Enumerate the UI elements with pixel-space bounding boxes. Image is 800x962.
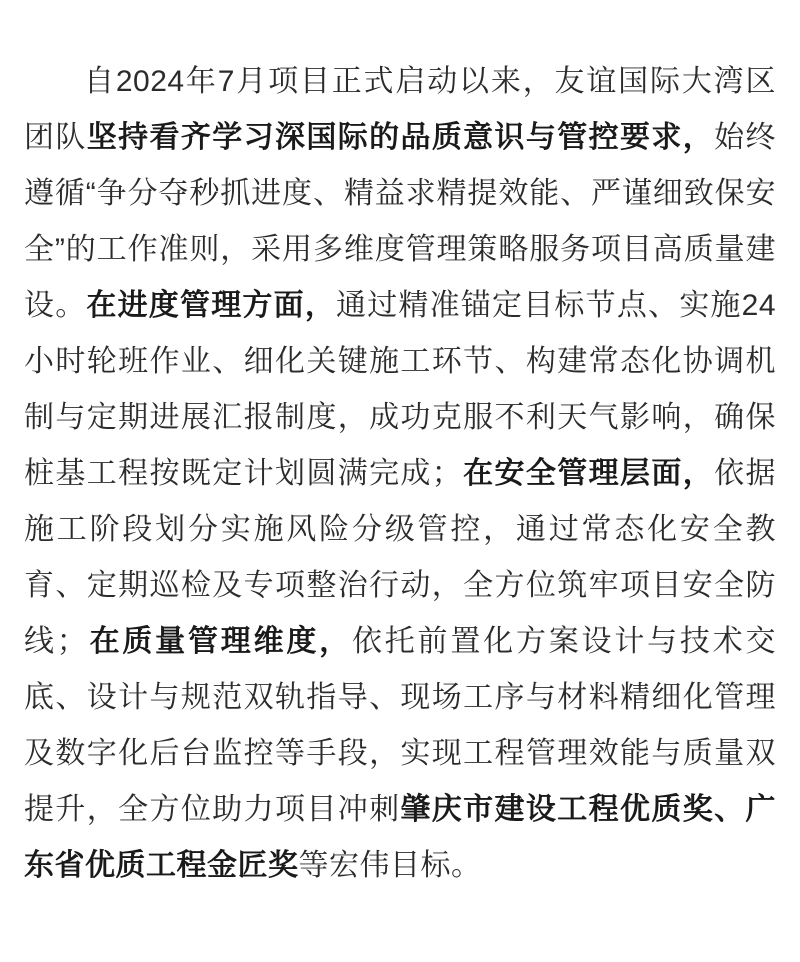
body-text: 通过精准锚定目标节点、实施24小时轮班作业、细化关键施工环节、构建常态化协调机制与定期进展汇报制度，成功克服不利天气影响，确保桩基工程按既定计划圆满完成； [24, 289, 776, 490]
emphasis-text: 在安全管理层面， [462, 457, 715, 490]
emphasis-text: 在质量管理维度， [87, 625, 352, 658]
article-paragraph [24, 54, 776, 894]
emphasis-text: 在进度管理方面， [86, 289, 337, 322]
body-text: 依托前置化方案设计与技术交底、设计与规范双轨指导、现场工序与材料精细化管理及数字化后台监控等手段，实现工程管理效能与质量双提升，全方位助力项目冲刺 [24, 625, 777, 826]
body-text: 等宏伟目标。 [298, 849, 482, 882]
emphasis-text: 肇庆市建设工程优质奖、广东省优质工程金匠奖 [24, 793, 777, 882]
body-text: 始终遵循“争分夺秒抓进度、精益求精提效能、严谨细致保安全”的工作准则，采用多维度管理策略服务项目高质量建设。 [24, 121, 777, 322]
body-text: 依据施工阶段划分实施风险分级管控，通过常态化安全教育、定期巡检及专项整治行动，全方位筑牢项目安全防线； [24, 457, 777, 658]
body-text: 自2024年7月项目正式启动以来，友谊国际大湾区团队 [24, 65, 776, 154]
emphasis-text: 坚持看齐学习深国际的品质意识与管控要求， [86, 121, 715, 154]
